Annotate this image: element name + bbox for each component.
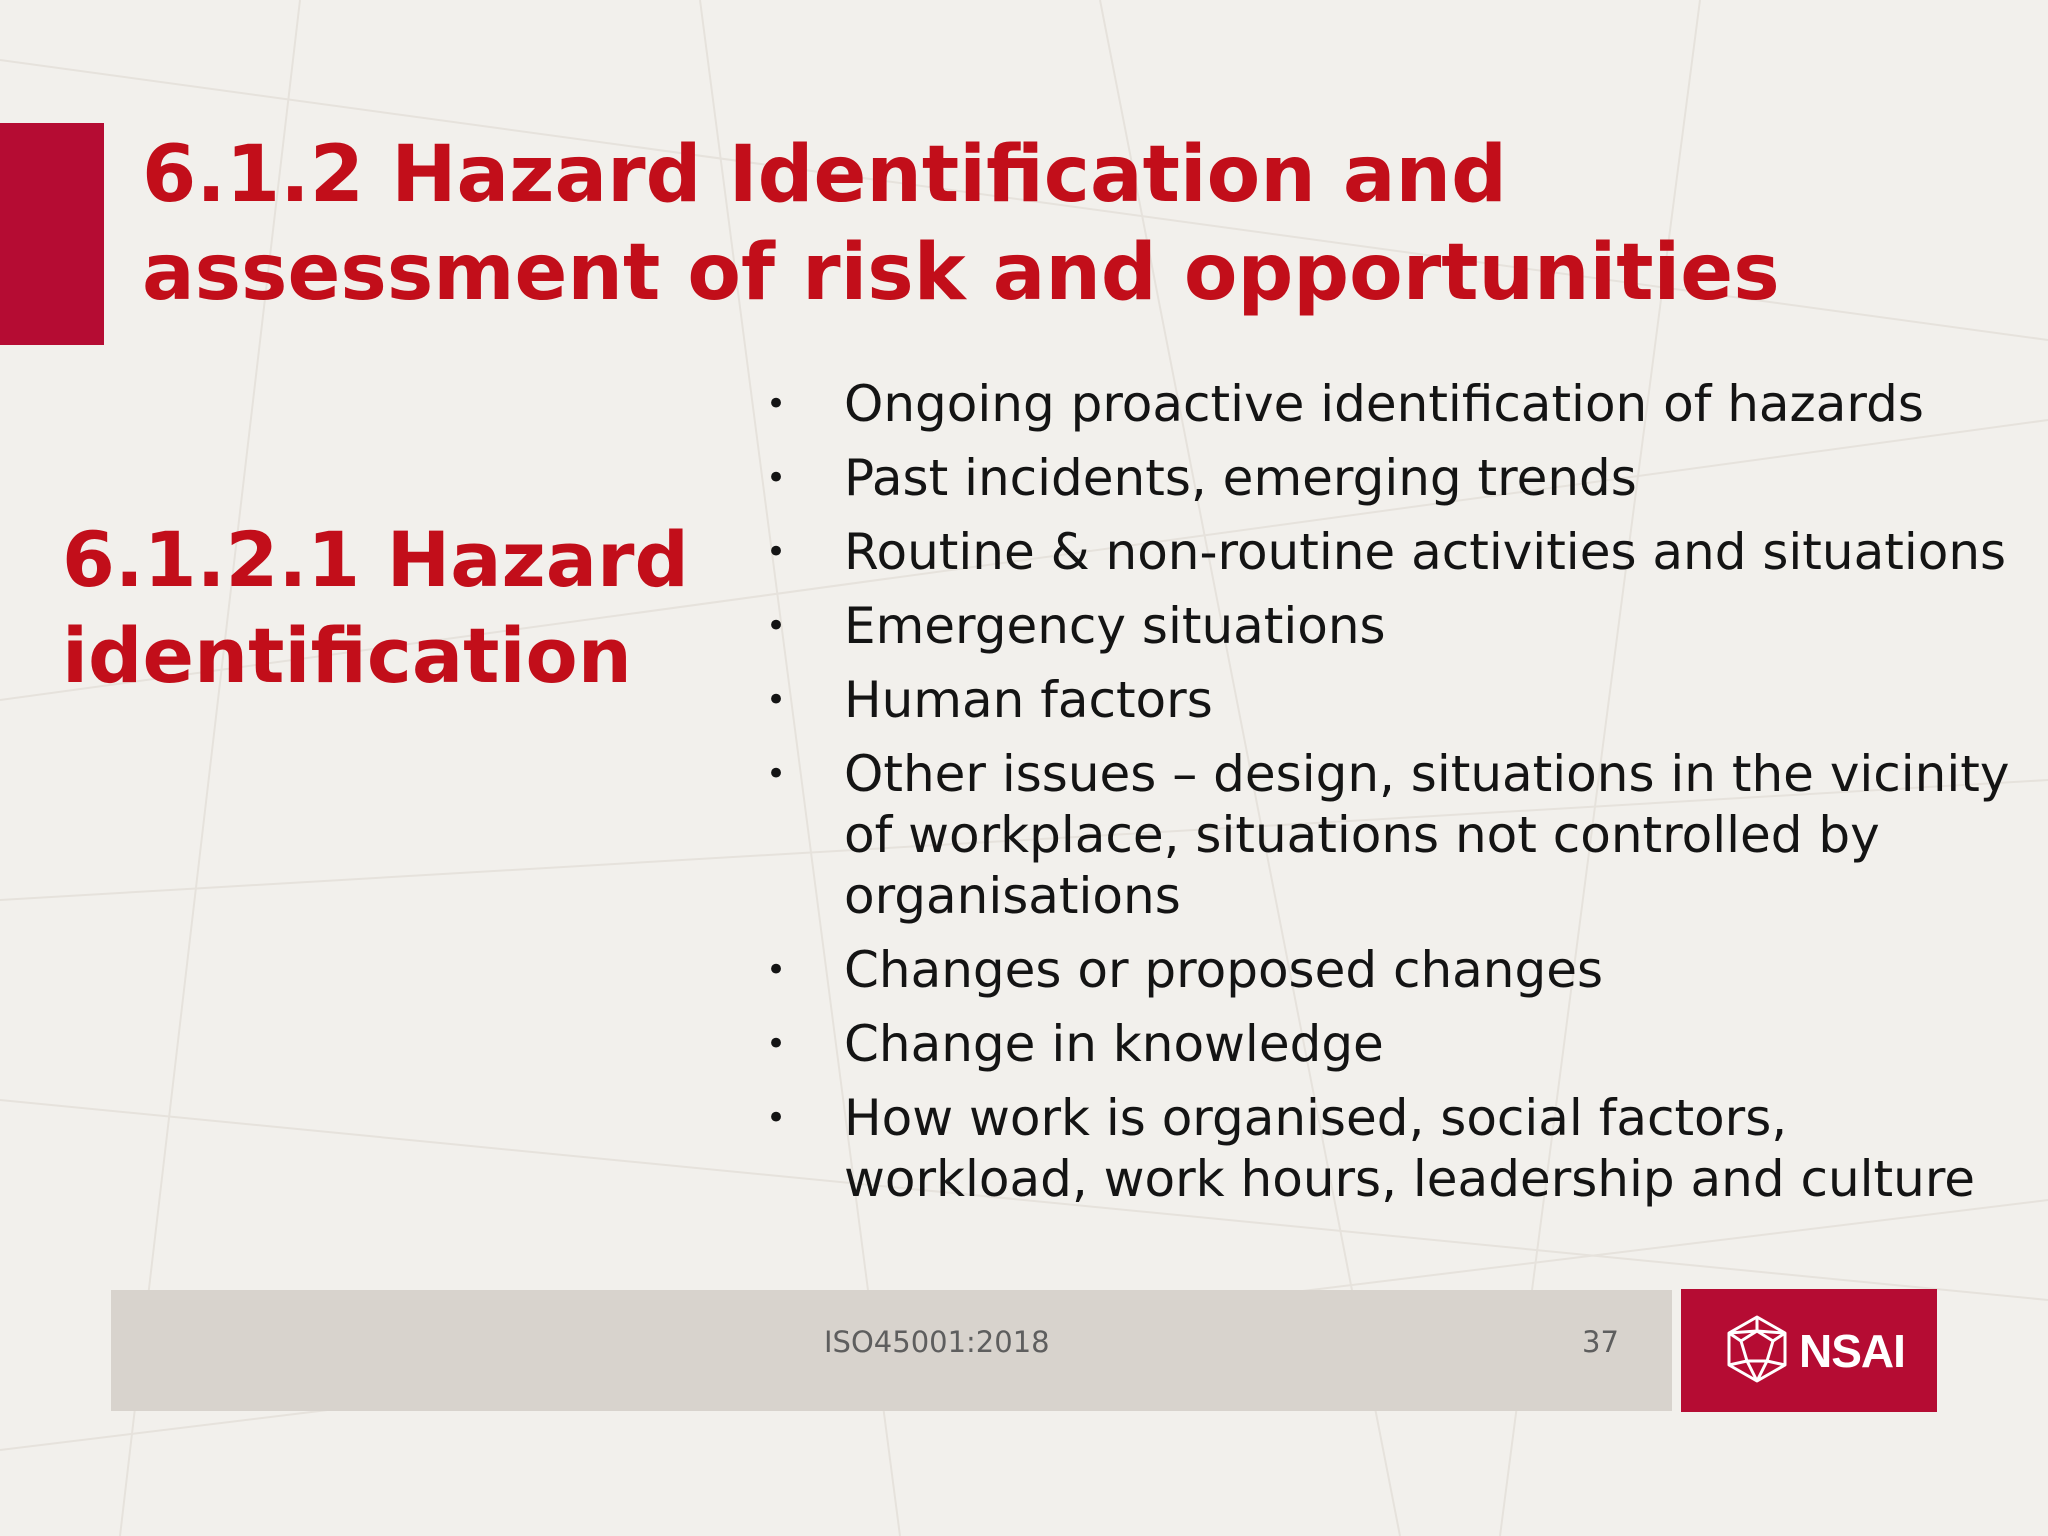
logo-text: NSAI bbox=[1799, 1325, 1905, 1377]
footer-standard-label: ISO45001:2018 bbox=[824, 1325, 1050, 1359]
bullet-dot-icon: • bbox=[765, 532, 787, 572]
bullet-item: • Human factors bbox=[765, 671, 1213, 729]
bullet-item: • How work is organised, social factors, workload, work hours, leadership and culture bbox=[765, 1089, 1976, 1208]
section-subtitle: 6.1.2.1 Hazard identification bbox=[62, 515, 689, 700]
bullet-dot-icon: • bbox=[765, 1024, 787, 1064]
bullet-dot-icon: • bbox=[765, 384, 787, 424]
bullet-item: • Past incidents, emerging trends bbox=[765, 449, 1637, 507]
bullet-item: • Ongoing proactive identification of hazards bbox=[765, 375, 1924, 433]
bullet-item: • Change in knowledge bbox=[765, 1015, 1384, 1073]
bullet-item: • Other issues – design, situations in the vicinity of workplace, situations not controlled by organisations bbox=[765, 745, 2010, 925]
bullet-dot-icon: • bbox=[765, 1098, 787, 1138]
bullet-item: • Emergency situations bbox=[765, 597, 1386, 655]
slide-title: 6.1.2 Hazard Identification and assessment of risk and opportunities bbox=[142, 130, 1780, 318]
bullet-dot-icon: • bbox=[765, 606, 787, 646]
geodesic-polyhedron-icon bbox=[1721, 1313, 1793, 1385]
bullet-list bbox=[764, 374, 2034, 1223]
title-accent-bar bbox=[0, 123, 104, 345]
bullet-dot-icon: • bbox=[765, 458, 787, 498]
page-number: 37 bbox=[1582, 1325, 1619, 1359]
nsai-logo bbox=[1681, 1289, 1937, 1412]
bullet-dot-icon: • bbox=[765, 754, 787, 794]
bullet-item: • Changes or proposed changes bbox=[765, 941, 1604, 999]
bullet-dot-icon: • bbox=[765, 680, 787, 720]
bullet-item: • Routine & non-routine activities and situations bbox=[765, 523, 2007, 581]
bullet-dot-icon: • bbox=[765, 950, 787, 990]
